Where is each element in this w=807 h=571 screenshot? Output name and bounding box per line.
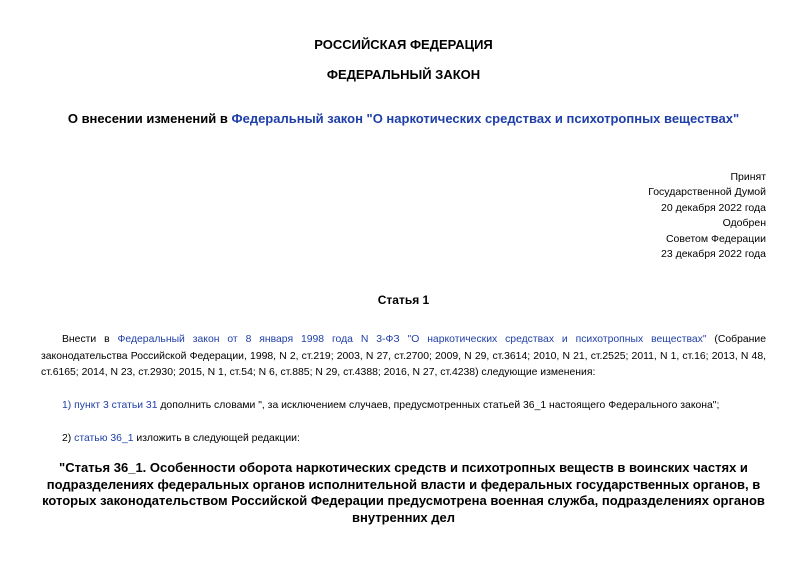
doc-type-heading: ФЕДЕРАЛЬНЫЙ ЗАКОН [326,67,481,82]
approved-date: 23 декабря 2022 года [660,248,766,261]
adopted-date: 20 декабря 2022 года [660,201,766,214]
law-title [0,111,807,126]
item-1-number: 1) [62,400,75,411]
approved-label: Одобрен [722,217,766,230]
amendment-item-1 [62,398,766,415]
item-1-link[interactable]: пункт 3 статьи 31 [74,400,158,411]
law-title-prefix: О внесении изменений в [67,111,232,126]
item-1-text: дополнить словами ", за исключением случаев, предусмотренных статьей 36_1 настоящего Федерального закона"; [157,400,720,411]
adoption-info [648,170,766,262]
item-2-link[interactable]: статью 36_1 [74,433,134,444]
intro-paragraph [41,332,766,382]
new-article-heading: "Статья 36_1. Особенности оборота наркотических средств и психотропных веществ в воинских частях и подразделениях федеральных органов исполнительной власти и федеральных государственных органов, в которых законодательством Российской Федерации предусмотрена военная служба, подразделениях органов внутренних дел [42,460,765,525]
amendment-item-2 [62,431,766,448]
federal-law-link[interactable]: Федеральный закон от 8 января 1998 года N 3-ФЗ "О наркотических средствах и психотропных веществах" [117,334,707,345]
country-heading: РОССИЙСКАЯ ФЕДЕРАЦИЯ [314,37,493,52]
intro-prefix: Внести в [62,334,118,345]
item-2-text: изложить в следующей редакции: [133,433,300,444]
adopted-by: Государственной Думой [648,186,766,199]
approved-by: Советом Федерации [665,232,766,245]
item-2-number: 2) [62,433,75,444]
article-title: Статья 1 [377,293,430,307]
adopted-label: Принят [730,171,766,183]
intro-rest: (Собрание законодательства Российской Федерации, 1998, N 2, ст.219; 2003, N 27, ст.2700; 2009, N 29, ст.3614; 2010, N 21, ст.2525; 2011, N 1, ст.16; 2013, N 48, ст.6165; 2014, N 23, ст.2930; 2015, N 1, ст.54; N 6, ст.885; N 29, ст.4388; 2016, N 27, ст.4238) следующие изменения: [41,334,766,379]
amended-law-link[interactable]: Федеральный закон "О наркотических средствах и психотропных веществах" [231,111,740,126]
